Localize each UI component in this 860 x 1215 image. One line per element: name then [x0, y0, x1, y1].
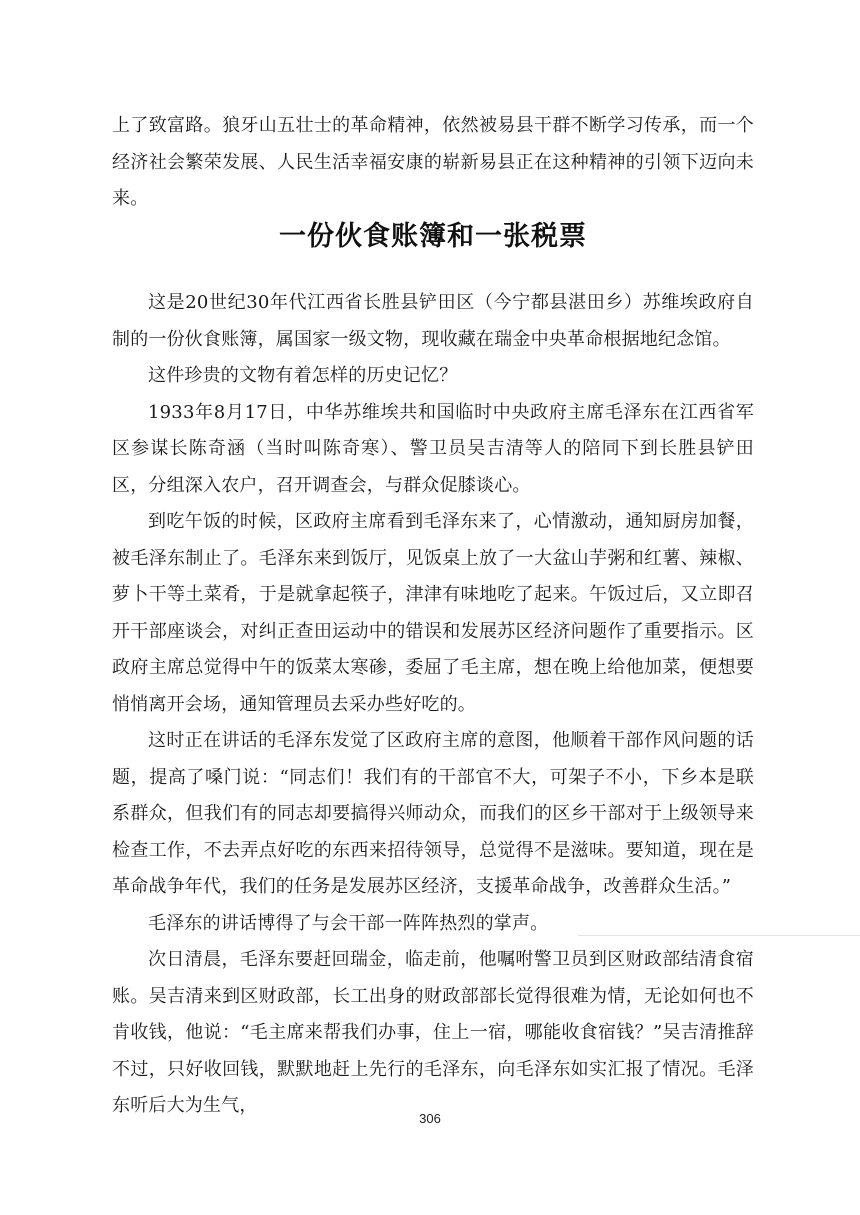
article-title-block — [112, 214, 754, 253]
paragraph-visit: 1933年8月17日，中华苏维埃共和国临时中央政府主席毛泽东在江西省军区参谋长陈奇涵（当时叫陈奇寒）、警卫员吴吉清等人的陪同下到长胜县铲田区，分组深入农户，召开调查会，与群众促膝谈心。 — [112, 401, 754, 496]
paragraph-next-morning: 次日清晨，毛泽东要赶回瑞金，临走前，他嘱咐警卫员到区财政部结清食宿账。吴吉清来到区财政部，长工出身的财政部部长觉得很难为情，无论如何也不肯收钱，他说：“毛主席来帮我们办事，住上一宿，哪能收食宿钱？”吴吉清推辞不过，只好收回钱，默默地赶上先行的毛泽东，向毛泽东如实汇报了情况。毛泽东听后大为生气， — [112, 949, 754, 1116]
article-title: 一份伙食账簿和一张税票 — [279, 221, 587, 252]
page-number: 306 — [419, 1111, 441, 1126]
paragraph-speech: 这时正在讲话的毛泽东发觉了区政府主席的意图，他顺着干部作风问题的话题，提高了嗓门说：“同志们！我们有的干部官不大，可架子不小，下乡本是联系群众，但我们有的同志却要搞得兴师动众，而我们的区乡干部对于上级领导来检查工作，不去弄点好吃的东西来招待领导，总觉得不是滋味。要知道，现在是革命战争年代，我们的任务是发展苏区经济，支援革命战争，改善群众生活。” — [112, 730, 754, 897]
continuation-paragraph: 上了致富路。狼牙山五壮士的革命精神，依然被易县干群不断学习传承，而一个经济社会繁荣发展、人民生活幸福安康的崭新易县正在这种精神的引领下迈向未来。 — [112, 115, 754, 209]
paragraph-question: 这件珍贵的文物有着怎样的历史记忆？ — [148, 365, 458, 386]
previous-article-continuation — [112, 108, 754, 218]
paragraph-lunch: 到吃午饭的时候，区政府主席看到毛泽东来了，心情激动，通知厨房加餐，被毛泽东制止了。毛泽东来到饭厅，见饭桌上放了一大盆山芋粥和红薯、辣椒、萝卜干等土菜肴，于是就拿起筷子，津津有味地吃了起来。午饭过后，又立即召开干部座谈会，对纠正查田运动中的错误和发展苏区经济问题作了重要指示。区政府主席总觉得中午的饭菜太寒碜，委屈了毛主席，想在晚上给他加菜，便想要悄悄离开会场，通知管理员去采办些好吃的。 — [112, 511, 754, 715]
paragraph-intro: 这是20世纪30年代江西省长胜县铲田区（今宁都县湛田乡）苏维埃政府自制的一份伙食账簿，属国家一级文物，现收藏在瑞金中央革命根据地纪念馆。 — [112, 292, 754, 350]
paragraph-applause: 毛泽东的讲话博得了与会干部一阵阵热烈的掌声。 — [148, 912, 549, 934]
article-body — [112, 285, 754, 1125]
margin-divider-line — [578, 935, 860, 936]
